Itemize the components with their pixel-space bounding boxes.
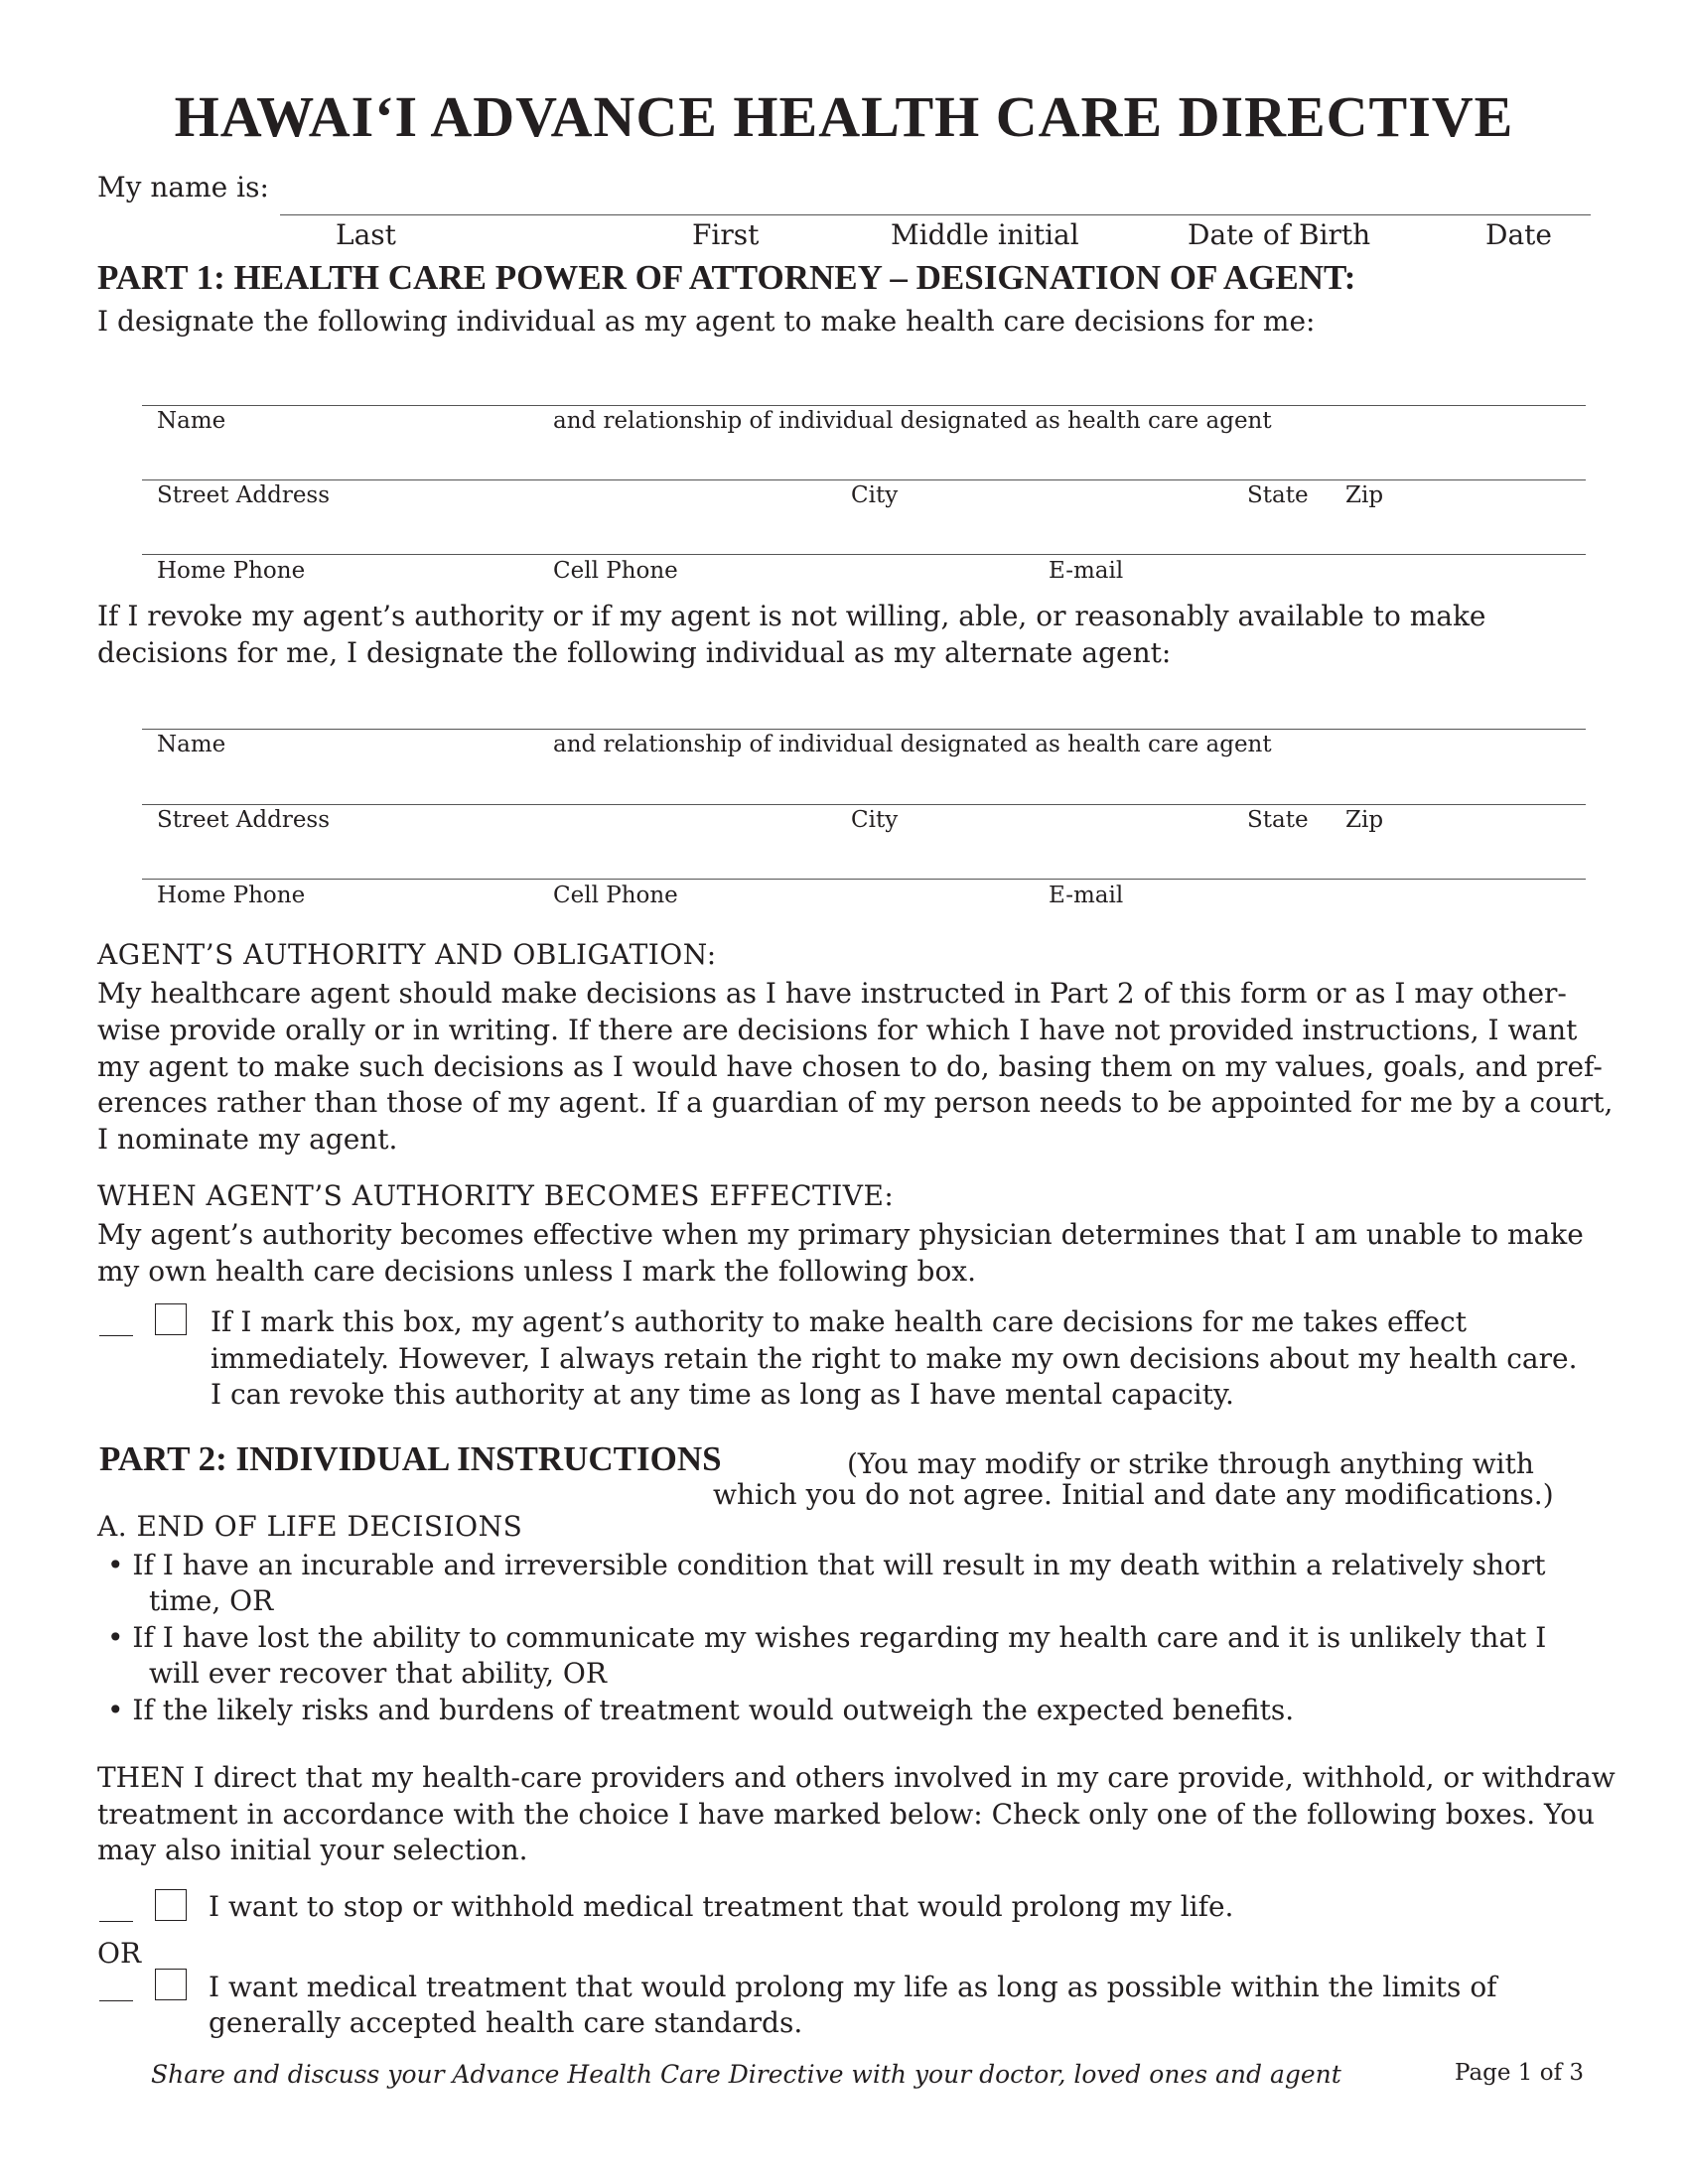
alternate-cell-phone-label: Cell Phone <box>553 883 678 908</box>
prolong-treatment-checkbox[interactable] <box>155 1969 187 2000</box>
field-last: Last <box>336 218 396 251</box>
immediate-line-1: If I mark this box, my agent’s authority to make health care decisions for me takes effect <box>211 1305 1467 1338</box>
bullet-3: • If the likely risks and burdens of treatment would outweigh the expected benefits. <box>107 1694 1295 1726</box>
document-title: HAWAI‘I ADVANCE HEALTH CARE DIRECTIVE <box>174 84 1514 149</box>
authority-line-5: I nominate my agent. <box>97 1123 398 1156</box>
field-first: First <box>692 218 760 251</box>
immediate-line-2: immediately. However, I always retain the right to make my own decisions about my health care. <box>211 1342 1578 1375</box>
alternate-address-line[interactable] <box>142 804 1586 805</box>
alternate-intro-line-2: decisions for me, I designate the following individual as my alternate agent: <box>97 636 1172 669</box>
effective-line-1: My agent’s authority becomes effective when my primary physician determines that I am unable to make <box>97 1218 1584 1251</box>
effective-line-2: my own health care decisions unless I mark the following box. <box>97 1255 976 1288</box>
agent-state-label: State <box>1247 482 1309 508</box>
immediate-line-3: I can revoke this authority at any time as long as I have mental capacity. <box>211 1378 1234 1411</box>
agent-street-label: Street Address <box>157 482 331 508</box>
section-a-heading: A. END OF LIFE DECISIONS <box>97 1510 523 1543</box>
bullet-2-line-1: • If I have lost the ability to communicate my wishes regarding my health care and it is unlikely that I <box>107 1621 1547 1654</box>
alternate-name-line[interactable] <box>142 729 1586 730</box>
effective-heading: WHEN AGENT’S AUTHORITY BECOMES EFFECTIVE: <box>97 1179 895 1212</box>
alternate-street-label: Street Address <box>157 807 331 833</box>
alternate-email-label: E-mail <box>1049 883 1124 908</box>
or-label: OR <box>97 1937 142 1970</box>
agent-email-label: E-mail <box>1049 558 1124 584</box>
part1-heading: PART 1: HEALTH CARE POWER OF ATTORNEY – DESIGNATION OF AGENT: <box>97 258 1356 297</box>
alternate-name-label: Name <box>157 732 226 757</box>
agent-home-phone-label: Home Phone <box>157 558 306 584</box>
alternate-relationship-label: and relationship of individual designated as health care agent <box>553 732 1272 757</box>
authority-line-1: My healthcare agent should make decisions as I have instructed in Part 2 of this form or as I may other- <box>97 977 1567 1010</box>
prolong-initials-line[interactable] <box>99 2000 133 2001</box>
agent-address-line[interactable] <box>142 479 1586 480</box>
agent-cell-phone-label: Cell Phone <box>553 558 678 584</box>
alternate-phone-line[interactable] <box>142 879 1586 880</box>
field-date-of-birth: Date of Birth <box>1188 218 1371 251</box>
alternate-home-phone-label: Home Phone <box>157 883 306 908</box>
immediate-effect-checkbox[interactable] <box>155 1303 187 1335</box>
alternate-intro-line-1: If I revoke my agent’s authority or if my agent is not willing, able, or reasonably available to make <box>97 600 1486 632</box>
part2-note-line-1: (You may modify or strike through anything with <box>847 1447 1534 1480</box>
bullet-1-line-2: time, OR <box>149 1584 274 1617</box>
bullet-2-line-2: will ever recover that ability, OR <box>149 1657 607 1690</box>
alternate-city-label: City <box>851 807 899 833</box>
option-prolong-line-1: I want medical treatment that would prolong my life as long as possible within the limits of <box>209 1971 1497 2003</box>
agent-phone-line[interactable] <box>142 554 1586 555</box>
part2-heading: PART 2: INDIVIDUAL INSTRUCTIONS <box>99 1439 722 1478</box>
then-line-2: treatment in accordance with the choice I have marked below: Check only one of the following boxes. You <box>97 1798 1595 1831</box>
authority-line-2: wise provide orally or in writing. If there are decisions for which I have not provided instructions, I want <box>97 1014 1578 1046</box>
agent-name-line[interactable] <box>142 405 1586 406</box>
name-label: My name is: <box>97 171 269 204</box>
part2-note-line-2: which you do not agree. Initial and date any modifications.) <box>713 1478 1554 1511</box>
field-date: Date <box>1485 218 1552 251</box>
alternate-zip-label: Zip <box>1345 807 1384 833</box>
authority-heading: AGENT’S AUTHORITY AND OBLIGATION: <box>97 938 717 971</box>
then-line-3: may also initial your selection. <box>97 1834 528 1866</box>
agent-name-label: Name <box>157 408 226 434</box>
alternate-state-label: State <box>1247 807 1309 833</box>
agent-zip-label: Zip <box>1345 482 1384 508</box>
footer-tagline: Share and discuss your Advance Health Care Directive with your doctor, loved ones and agent <box>151 2060 1341 2089</box>
stop-treatment-checkbox[interactable] <box>155 1889 187 1921</box>
agent-city-label: City <box>851 482 899 508</box>
option-stop-text: I want to stop or withhold medical treatment that would prolong my life. <box>209 1890 1234 1923</box>
name-input-line[interactable] <box>280 214 1591 215</box>
then-line-1: THEN I direct that my health-care providers and others involved in my care provide, withhold, or withdraw <box>97 1761 1616 1794</box>
page-number: Page 1 of 3 <box>1455 2060 1585 2086</box>
option-prolong-line-2: generally accepted health care standards. <box>209 2006 803 2039</box>
immediate-initials-line[interactable] <box>99 1335 133 1336</box>
part1-intro: I designate the following individual as my agent to make health care decisions for me: <box>97 305 1316 338</box>
bullet-1-line-1: • If I have an incurable and irreversible condition that will result in my death within a relatively short <box>107 1549 1546 1581</box>
stop-initials-line[interactable] <box>99 1921 133 1922</box>
agent-relationship-label: and relationship of individual designated as health care agent <box>553 408 1272 434</box>
authority-line-4: erences rather than those of my agent. If a guardian of my person needs to be appointed for me by a court, <box>97 1086 1614 1119</box>
field-middle-initial: Middle initial <box>891 218 1079 251</box>
authority-line-3: my agent to make such decisions as I would have chosen to do, basing them on my values, goals, and pref- <box>97 1050 1603 1083</box>
